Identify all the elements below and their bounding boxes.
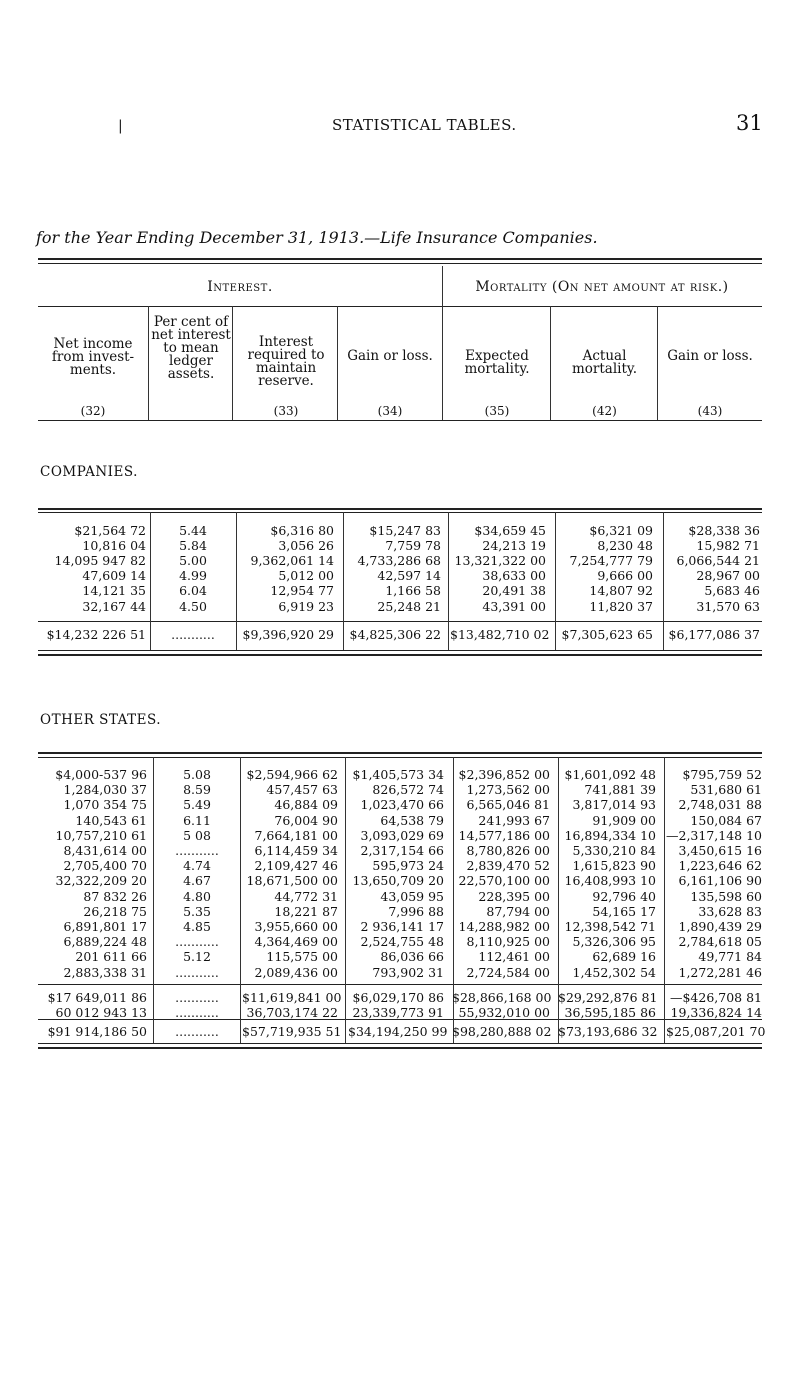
table-cell: 7,664,181 00 [254, 827, 338, 843]
table-cell: 1,272,281 46 [678, 964, 762, 980]
table-cell: 25,248 21 [377, 598, 441, 614]
section1-col-divider [448, 512, 449, 650]
table-cell: 8,230 48 [597, 538, 653, 554]
table-cell: $6,316 80 [270, 523, 334, 538]
table-cell: $6,029,170 86 [352, 990, 444, 1005]
table-cell: 8.59 [183, 782, 211, 798]
table-cell: $1,601,092 48 [564, 767, 656, 782]
column-header-actual-mortality: Actual mortality. [571, 348, 638, 377]
column-header-expected-mortality: Expected mortality. [464, 348, 530, 377]
table-cell: 1,890,439 29 [678, 919, 762, 934]
table-cell: 38,633 00 [482, 568, 546, 584]
table-cell: 150,084 67 [690, 812, 762, 828]
table-cell: 18,671,500 00 [246, 873, 338, 889]
table-cell: 2,748,031 88 [678, 797, 762, 813]
table-cell: 7,759 78 [385, 538, 441, 554]
section2-rule-top-2 [38, 757, 762, 758]
column-number: (32) [80, 404, 106, 418]
section1-col-divider [343, 512, 344, 650]
table-cell: 54,165 17 [592, 903, 656, 919]
table-cell: 14,095 947 82 [54, 553, 146, 569]
table-cell: 9,666 00 [597, 568, 653, 584]
table-cell: 4,364,469 00 [254, 934, 338, 950]
table-cell: 228,395 00 [478, 888, 550, 904]
table-cell: 13,650,709 20 [352, 873, 444, 889]
table-cell: 10,757,210 61 [55, 827, 147, 843]
table-cell: 36,595,185 86 [564, 1004, 656, 1020]
table-cell: 7,996 88 [388, 903, 444, 919]
table-cell: 14,807 92 [589, 583, 653, 599]
table-cell: 6,919 23 [278, 598, 334, 614]
table-cell: 2,883,338 31 [63, 964, 147, 980]
table-cell: $28,866,168 00 [452, 990, 552, 1005]
column-header-percent: Per cent of net interest to mean ledger assets. [151, 314, 231, 382]
table-cell: 36,703,174 22 [246, 1004, 338, 1020]
table-cell: ........... [175, 1004, 219, 1020]
table-cell: 2,524,755 48 [360, 934, 444, 950]
section2-rule-bottom [38, 1043, 762, 1044]
group-header-interest: Interest. [207, 279, 273, 295]
table-cell: $15,247 83 [369, 523, 441, 538]
table-cell: 241,993 67 [478, 812, 550, 828]
table-cell: ........... [175, 843, 219, 858]
table-cell: 26,218 75 [83, 903, 147, 919]
table-cell: 4.50 [179, 598, 207, 614]
table-cell: 43,059 95 [380, 888, 444, 904]
table-cell: 76,004 90 [274, 812, 338, 828]
table-cell: 18,221 87 [274, 903, 338, 919]
table-cell: 5 08 [183, 827, 211, 843]
section1-col-divider [236, 512, 237, 650]
table-subtitle: for the Year Ending December 31, 1913.—Life Insurance Companies. [36, 228, 598, 247]
section1-rule-total [38, 621, 762, 622]
table-cell: 3,450,615 16 [678, 843, 762, 858]
section2-col-divider [240, 757, 241, 1043]
table-cell: 55,932,010 00 [458, 1004, 550, 1020]
table-cell: 2,724,584 00 [466, 964, 550, 980]
column-number: (34) [377, 404, 403, 418]
section1-col-divider [555, 512, 556, 650]
section1-rule-bottom-2 [38, 654, 762, 656]
table-cell: 826,572 74 [372, 782, 444, 798]
column-header-interest-required: Interest required to maintain reserve. [247, 334, 325, 389]
section1-rule-top-2 [38, 512, 762, 513]
table-cell: 10,816 04 [82, 538, 146, 554]
table-cell: 23,339,773 91 [352, 1004, 444, 1020]
table-cell: 46,884 09 [274, 797, 338, 813]
column-header-gain-loss-mortality: Gain or loss. [667, 348, 753, 364]
table-cell: 4.74 [183, 858, 211, 874]
table-cell: 22,570,100 00 [458, 873, 550, 889]
table-cell: 47,609 14 [82, 568, 146, 584]
table-cell: 2,317,154 66 [360, 843, 444, 858]
table-cell: 5,683 46 [704, 583, 760, 599]
table-cell: 62,689 16 [592, 949, 656, 965]
table-cell: 1,166 58 [385, 583, 441, 599]
table-cell: 5.49 [183, 797, 211, 813]
section1-rule-top [38, 508, 762, 510]
table-cell: 6,161,106 90 [678, 873, 762, 889]
table-cell: 9,362,061 14 [250, 553, 334, 569]
table-cell: $4,825,306 22 [349, 627, 441, 642]
table-cell: 3,817,014 93 [572, 797, 656, 813]
table-cell: $7,305,623 65 [561, 627, 653, 642]
table-cell: 44,772 31 [274, 888, 338, 904]
table-cell: 5.44 [179, 523, 207, 538]
table-cell: 5,330,210 84 [572, 843, 656, 858]
table-cell: 12,398,542 71 [564, 919, 656, 934]
table-cell: 20,491 38 [482, 583, 546, 599]
table-cell: $2,396,852 00 [458, 767, 550, 782]
section1-rule-bottom [38, 650, 762, 651]
running-head: STATISTICAL TABLES. [332, 116, 517, 134]
header-divider [657, 306, 658, 420]
table-cell: 13,321,322 00 [454, 553, 546, 569]
table-cell: ........... [175, 934, 219, 950]
table-cell: 92,796 40 [592, 888, 656, 904]
table-cell: 6,891,801 17 [63, 919, 147, 934]
table-cell: 1,273,562 00 [466, 782, 550, 798]
table-cell: 6,565,046 81 [466, 797, 550, 813]
table-cell: 19,336,824 14 [670, 1004, 762, 1020]
table-cell: 5.84 [179, 538, 207, 554]
table-cell: ........... [175, 990, 219, 1005]
table-cell: $34,194,250 99 [348, 1024, 448, 1039]
table-cell: 6,066,544 21 [676, 553, 760, 569]
table-cell: 15,982 71 [696, 538, 760, 554]
table-cell: 2,089,436 00 [254, 964, 338, 980]
table-cell: 6,889,224 48 [63, 934, 147, 950]
table-cell: 5,012 00 [278, 568, 334, 584]
table-cell: 5.35 [183, 903, 211, 919]
table-cell: 1,023,470 66 [360, 797, 444, 813]
table-cell: 14,288,982 00 [458, 919, 550, 934]
table-cell: 201 611 66 [75, 949, 147, 965]
table-cell: 8,110,925 00 [466, 934, 550, 950]
table-cell: 43,391 00 [482, 598, 546, 614]
table-cell: $9,396,920 29 [242, 627, 334, 642]
table-cell: 16,408,993 10 [564, 873, 656, 889]
table-cell: 8,780,826 00 [466, 843, 550, 858]
table-cell: 11,820 37 [589, 598, 653, 614]
table-cell: ........... [175, 1024, 219, 1039]
table-cell: 115,575 00 [266, 949, 338, 965]
table-cell: 1,452,302 54 [572, 964, 656, 980]
table-cell: 1,615,823 90 [572, 858, 656, 874]
table-cell: $57,719,935 51 [242, 1024, 342, 1039]
section2-rule-top [38, 752, 762, 754]
column-number: (43) [697, 404, 723, 418]
table-cell: 2,109,427 46 [254, 858, 338, 874]
table-cell: 6,114,459 34 [254, 843, 338, 858]
table-cell: 24,213 19 [482, 538, 546, 554]
header-divider [550, 306, 551, 420]
table-cell: 32,167 44 [82, 598, 146, 614]
table-cell: 60 012 943 13 [55, 1004, 147, 1020]
table-cell: $98,280,888 02 [452, 1024, 552, 1039]
table-cell: $11,619,841 00 [242, 990, 342, 1005]
group-header-mortality: Mortality (On net amount at risk.) [475, 279, 729, 295]
table-cell: 2 936,141 17 [360, 919, 444, 934]
table-cell: 86,036 66 [380, 949, 444, 965]
table-cell: —$426,708 81 [669, 990, 762, 1005]
header-rule-top [38, 258, 762, 260]
table-cell: 32,322,209 20 [55, 873, 147, 889]
table-cell: $4,000-537 96 [55, 767, 147, 782]
header-divider [148, 306, 149, 420]
table-cell: $21,564 72 [74, 523, 146, 538]
table-cell: $6,321 09 [589, 523, 653, 538]
section1-col-divider [150, 512, 151, 650]
table-cell: $2,594,966 62 [246, 767, 338, 782]
table-cell: 1,284,030 37 [63, 782, 147, 798]
table-cell: 16,894,334 10 [564, 827, 656, 843]
table-cell: 4.80 [183, 888, 211, 904]
table-cell: 5.12 [183, 949, 211, 965]
column-header-gain-loss-interest: Gain or loss. [347, 348, 433, 364]
table-cell: 8,431,614 00 [63, 843, 147, 858]
margin-mark: | [118, 118, 123, 134]
table-cell: 4.67 [183, 873, 211, 889]
table-cell: $6,177,086 37 [668, 627, 760, 642]
table-cell: 741,881 39 [584, 782, 656, 798]
table-cell: $17 649,011 86 [47, 990, 147, 1005]
page-number: 31 [736, 111, 763, 135]
section-title-companies: COMPANIES. [40, 464, 138, 480]
column-number: (35) [484, 404, 510, 418]
section2-col-divider [153, 757, 154, 1043]
table-cell: 2,705,400 70 [63, 858, 147, 874]
header-rule-bottom [38, 420, 762, 421]
table-cell: 91,909 00 [592, 812, 656, 828]
table-cell: 87,794 00 [486, 903, 550, 919]
table-cell: 33,628 83 [698, 903, 762, 919]
table-cell: 112,461 00 [478, 949, 550, 965]
table-cell: 4.99 [179, 568, 207, 584]
header-rule-group [38, 306, 762, 307]
table-cell: $25,087,201 70 [666, 1024, 766, 1039]
table-cell: 3,093,029 69 [360, 827, 444, 843]
header-divider [232, 306, 233, 420]
table-cell: $1,405,573 34 [352, 767, 444, 782]
section2-col-divider [345, 757, 346, 1043]
table-cell: 49,771 84 [698, 949, 762, 965]
table-cell: 5.08 [183, 767, 211, 782]
table-cell: 14,577,186 00 [458, 827, 550, 843]
table-cell: 2,784,618 05 [678, 934, 762, 950]
table-cell: 12,954 77 [270, 583, 334, 599]
section2-rule-bottom-2 [38, 1047, 762, 1049]
table-cell: $29,292,876 81 [558, 990, 658, 1005]
table-cell: 4,733,286 68 [357, 553, 441, 569]
table-cell: 64,538 79 [380, 812, 444, 828]
table-cell: 6.11 [183, 812, 211, 828]
column-header-net-income: Net income from invest- ments. [51, 336, 135, 378]
section2-col-divider [664, 757, 665, 1043]
section2-rule-subtotal [38, 984, 762, 985]
table-cell: 4.85 [183, 919, 211, 934]
table-cell: $34,659 45 [474, 523, 546, 538]
table-cell: 595,973 24 [372, 858, 444, 874]
table-cell: 14,121 35 [82, 583, 146, 599]
table-cell: 2,839,470 52 [466, 858, 550, 874]
table-cell: $13,482,710 02 [450, 627, 550, 642]
table-cell: 28,967 00 [696, 568, 760, 584]
table-cell: 3,955,660 00 [254, 919, 338, 934]
header-divider [337, 306, 338, 420]
table-cell: 5,326,306 95 [572, 934, 656, 950]
table-cell: $14,232 226 51 [46, 627, 146, 642]
table-cell: 5.00 [179, 553, 207, 569]
table-cell: 6.04 [179, 583, 207, 599]
table-cell: 1,223,646 62 [678, 858, 762, 874]
table-cell: 1,070 354 75 [63, 797, 147, 813]
table-cell: 7,254,777 79 [569, 553, 653, 569]
table-cell: ........... [171, 627, 215, 642]
table-cell: 87 832 26 [83, 888, 147, 904]
table-cell: —2,317,148 10 [666, 827, 762, 843]
header-rule-top-2 [38, 263, 762, 264]
table-cell: $73,193,686 32 [558, 1024, 658, 1039]
column-number: (42) [592, 404, 617, 418]
table-cell: 793,902 31 [372, 964, 444, 980]
table-cell: 135,598 60 [690, 888, 762, 904]
table-cell: 31,570 63 [696, 598, 760, 614]
table-cell: 42,597 14 [377, 568, 441, 584]
table-cell: ........... [175, 964, 219, 980]
table-cell: $795,759 52 [682, 767, 762, 782]
table-cell: 457,457 63 [266, 782, 338, 798]
table-cell: 140,543 61 [75, 812, 147, 828]
table-cell: 531,680 61 [690, 782, 762, 798]
table-cell: $91 914,186 50 [47, 1024, 147, 1039]
table-cell: $28,338 36 [688, 523, 760, 538]
column-number: (33) [273, 404, 299, 418]
table-cell: 3,056 26 [278, 538, 334, 554]
section-title-other-states: OTHER STATES. [40, 712, 162, 728]
